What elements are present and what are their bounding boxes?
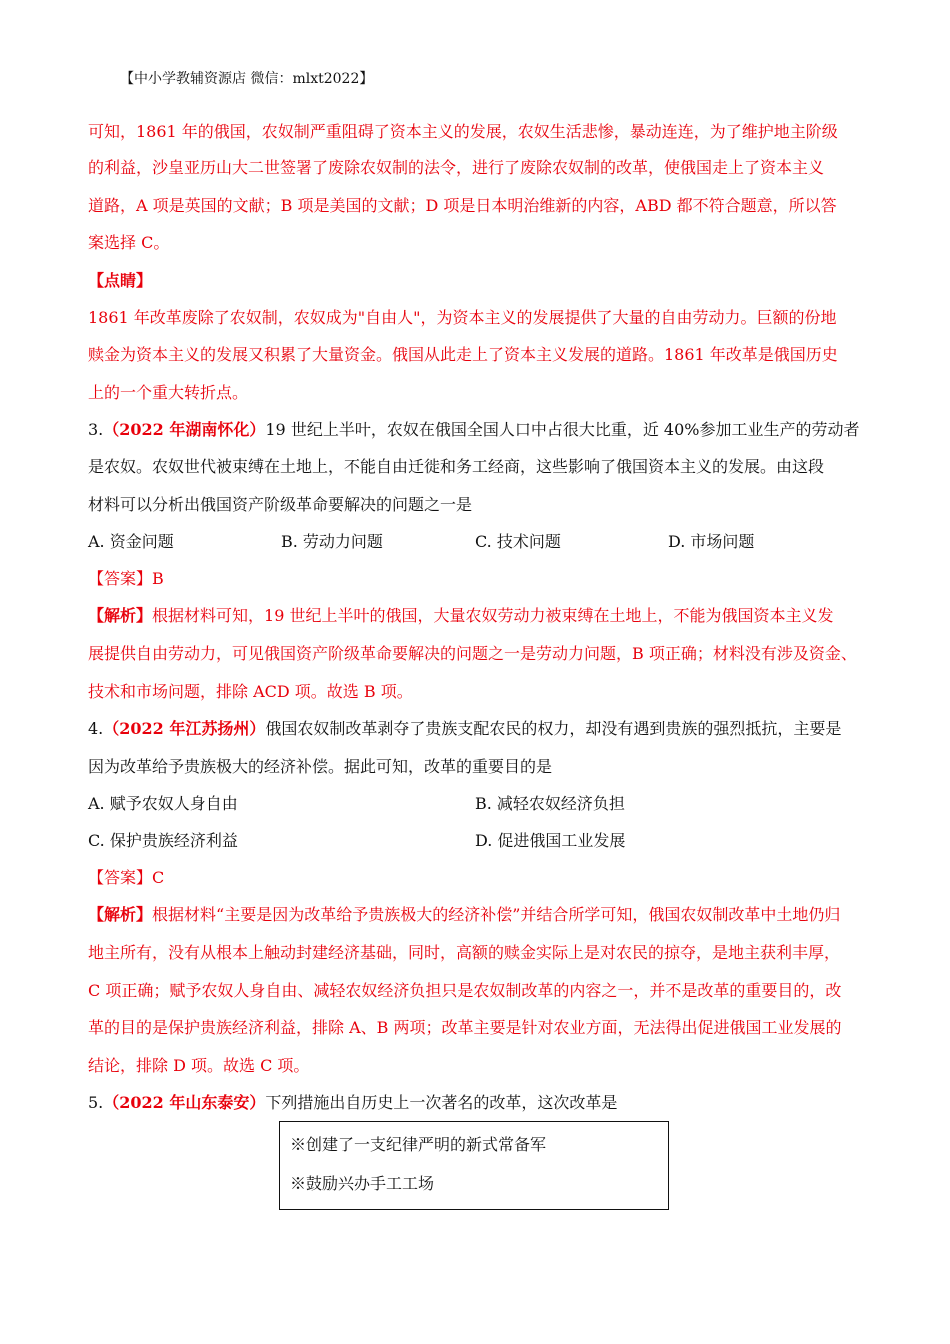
answer-label: 【答案】C — [88, 868, 165, 887]
option-d: D. 市场问题 — [668, 532, 755, 551]
analysis-line: 革的目的是保护贵族经济利益，排除 A、B 两项；改革主要是针对农业方面，无法得出促进俄国工业发展的 — [88, 1018, 842, 1037]
analysis-text: 根据材料“主要是因为改革给予贵族极大的经济补偿”并结合所学可知，俄国农奴制改革中土地仍归 — [152, 905, 841, 924]
analysis-line — [88, 605, 868, 627]
question-text: 下列措施出自历史上一次著名的改革，这次改革是 — [265, 1093, 618, 1112]
question-4-line: 因为改革给予贵族极大的经济补偿。据此可知，改革的重要目的是 — [88, 757, 553, 776]
question-text: 俄国农奴制改革剥夺了贵族支配农民的权力，却没有遇到贵族的强烈抵抗，主要是 — [265, 719, 842, 738]
analysis-line: 展提供自由劳动力，可见俄国资产阶级革命要解决的问题之一是劳动力问题，B 项正确；材料没有涉及资金、 — [88, 644, 857, 663]
question-source: （2022 年江苏扬州） — [103, 719, 266, 738]
material-box — [279, 1121, 669, 1210]
analysis-line: 结论，排除 D 项。故选 C 项。 — [88, 1056, 310, 1075]
analysis-label: 【解析】 — [88, 606, 153, 625]
option-a: A. 赋予农奴人身自由 — [88, 794, 238, 813]
prev-analysis-line: 案选择 C。 — [88, 233, 170, 252]
analysis-text: 根据材料可知，19 世纪上半叶的俄国，大量农奴劳动力被束缚在土地上，不能为俄国资本主义发 — [152, 606, 834, 625]
question-number: 4. — [88, 719, 104, 738]
option-b: B. 劳动力问题 — [281, 532, 383, 551]
answer-label: 【答案】B — [88, 569, 164, 588]
question-3-line: 材料可以分析出俄国资产阶级革命要解决的问题之一是 — [88, 495, 473, 514]
question-3-stem — [88, 419, 868, 441]
analysis-label: 【解析】 — [88, 905, 153, 924]
analysis-line: 地主所有，没有从根本上触动封建经济基础，同时，高额的赎金实际上是对农民的掠夺，是地主获利丰厚， — [88, 943, 841, 962]
question-4-stem — [88, 718, 868, 740]
question-source: （2022 年湖南怀化） — [103, 420, 266, 439]
question-3-line: 是农奴。农奴世代被束缚在土地上，不能自由迁徙和务工经商，这些影响了俄国资本主义的发展。由这段 — [88, 457, 825, 476]
prev-analysis-line: 道路，A 项是英国的文献；B 项是美国的文献；D 项是日本明治维新的内容，ABD 都不符合题意，所以答 — [88, 196, 837, 215]
option-d: D. 促进俄国工业发展 — [475, 831, 626, 850]
option-a: A. 资金问题 — [88, 532, 174, 551]
tip-line: 1861 年改革废除了农奴制，农奴成为"自由人"，为资本主义的发展提供了大量的自由劳动力。巨额的份地 — [88, 308, 837, 327]
tip-line: 赎金为资本主义的发展又积累了大量资金。俄国从此走上了资本主义发展的道路。1861 年改革是俄国历史 — [88, 345, 838, 364]
option-c: C. 技术问题 — [475, 532, 561, 551]
option-c: C. 保护贵族经济利益 — [88, 831, 238, 850]
analysis-line: 技术和市场问题，排除 ACD 项。故选 B 项。 — [88, 682, 413, 701]
tip-line: 上的一个重大转折点。 — [88, 383, 249, 402]
page-header: 【中小学教辅资源店 微信：mlxt2022】 — [120, 71, 374, 87]
tip-label: 【点睛】 — [88, 271, 153, 290]
question-number: 3. — [88, 420, 104, 439]
material-item: ※鼓励兴办手工工场 — [290, 1174, 435, 1193]
option-b: B. 减轻农奴经济负担 — [475, 794, 625, 813]
prev-analysis-line: 的利益，沙皇亚历山大二世签署了废除农奴制的法令，进行了废除农奴制的改革，使俄国走上了资本主义 — [88, 158, 825, 177]
question-source: （2022 年山东泰安） — [103, 1093, 266, 1112]
question-5-stem — [88, 1092, 868, 1114]
question-number: 5. — [88, 1093, 104, 1112]
analysis-line — [88, 904, 868, 926]
question-text: 19 世纪上半叶，农奴在俄国全国人口中占很大比重，近 40%参加工业生产的劳动者 — [265, 420, 860, 439]
analysis-line: C 项正确；赋予农奴人身自由、减轻农奴经济负担只是农奴制改革的内容之一，并不是改革的重要目的，改 — [88, 981, 842, 1000]
prev-analysis-line: 可知，1861 年的俄国，农奴制严重阻碍了资本主义的发展，农奴生活悲惨，暴动连连，为了维护地主阶级 — [88, 122, 838, 141]
material-item: ※创建了一支纪律严明的新式常备军 — [290, 1135, 547, 1154]
